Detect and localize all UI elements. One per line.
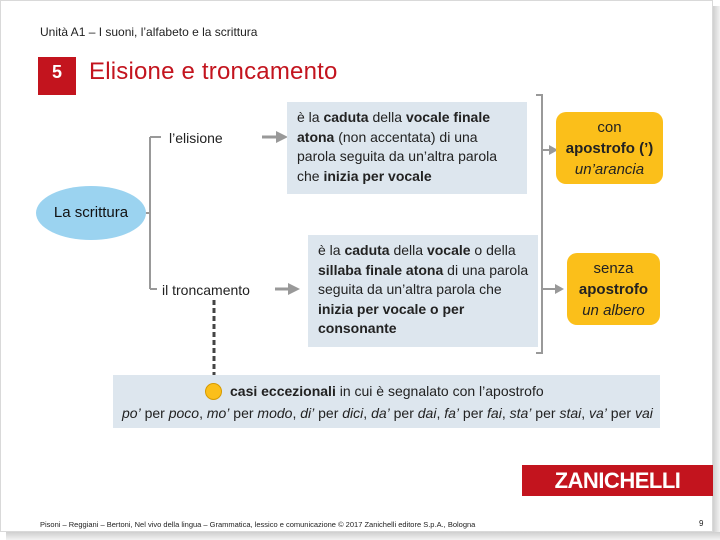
exception-full-word: vai bbox=[634, 405, 653, 421]
definition-text: di una parola seguita da un’altra parola che bbox=[318, 261, 529, 297]
example-line: apostrofo (’) bbox=[565, 140, 654, 157]
definition-bold-text: vocale bbox=[426, 242, 471, 258]
exception-word: po’ bbox=[122, 405, 141, 421]
exceptions-heading-rest: in cui è segnalato con l’apostrofo bbox=[335, 383, 544, 399]
exception-separator: , bbox=[199, 405, 207, 421]
exception-word: di’ bbox=[300, 405, 315, 421]
definition-text: o della bbox=[470, 242, 516, 258]
branch-label-troncamento bbox=[162, 282, 250, 298]
exception-separator: , bbox=[292, 405, 301, 421]
exceptions-examples bbox=[122, 405, 653, 421]
exception-connector-text: per bbox=[531, 405, 560, 421]
exception-connector-text: per bbox=[459, 405, 488, 421]
exception-separator: , bbox=[436, 405, 445, 421]
definition-text: è la bbox=[297, 109, 324, 125]
bullet-dot-icon bbox=[205, 383, 222, 400]
exception-full-word: dai bbox=[417, 405, 437, 421]
exception-word: mo’ bbox=[206, 405, 230, 421]
publisher-logo: ZANICHELLI bbox=[522, 465, 713, 496]
footer-credits: Pisoni – Reggiani – Bertoni, Nel vivo della lingua – Grammatica, lessico e comunicazione © 2017 Zanichelli editore S.p.A., Bologna bbox=[40, 520, 476, 529]
example-elisione bbox=[556, 112, 663, 184]
exception-word: fa’ bbox=[444, 405, 460, 421]
example-troncamento bbox=[567, 253, 660, 325]
definition-bold-text: caduta bbox=[323, 109, 369, 125]
exception-connector-text: per bbox=[140, 405, 169, 421]
arrow-troncamento bbox=[288, 283, 300, 295]
definition-bold-text: inizia per vocale o per consonante bbox=[318, 300, 465, 336]
exception-connector-text: per bbox=[606, 405, 635, 421]
definition-bold-text: vocale finale atona bbox=[297, 109, 490, 145]
exception-full-word: fai bbox=[487, 405, 502, 421]
page-title: Elisione e troncamento bbox=[89, 58, 338, 85]
definition-bold-text: sillaba finale atona bbox=[318, 261, 444, 278]
definition-text: è la bbox=[318, 242, 345, 258]
definition-text: della bbox=[368, 109, 406, 125]
example-line: con bbox=[597, 119, 622, 136]
branch-label-word: troncamento bbox=[172, 282, 250, 298]
definition-troncamento bbox=[308, 235, 538, 347]
definition-elisione bbox=[287, 102, 527, 194]
exception-separator: , bbox=[501, 405, 510, 421]
exception-full-word: stai bbox=[559, 405, 582, 421]
exception-connector-text: per bbox=[229, 405, 258, 421]
example-line: un’arancia bbox=[574, 161, 645, 178]
exception-separator: , bbox=[363, 405, 372, 421]
exception-connector-text: per bbox=[389, 405, 418, 421]
exception-separator: , bbox=[581, 405, 590, 421]
definition-bold-text: caduta bbox=[344, 242, 390, 258]
exception-full-word: poco bbox=[168, 405, 200, 421]
exception-word: da’ bbox=[371, 405, 390, 421]
exceptions-heading bbox=[230, 383, 544, 399]
section-number: 5 bbox=[38, 57, 76, 95]
exception-word: va’ bbox=[589, 405, 607, 421]
page-number: 9 bbox=[699, 519, 704, 528]
branch-label-prefix: il bbox=[162, 282, 173, 298]
example-line: un albero bbox=[582, 302, 645, 319]
example-line: senza bbox=[593, 260, 634, 277]
exception-word: sta’ bbox=[509, 405, 532, 421]
exception-full-word: dici bbox=[342, 405, 364, 421]
definition-text: (non accentata) di una parola seguita da un’altra parola che bbox=[297, 128, 498, 184]
branch-label-elisione: l’elisione bbox=[169, 130, 223, 146]
exception-connector-text: per bbox=[314, 405, 343, 421]
definition-bold-text: inizia per vocale bbox=[323, 167, 432, 184]
definition-text: della bbox=[389, 242, 427, 258]
example-line: apostrofo bbox=[578, 281, 649, 298]
exceptions-heading-bold: casi eccezionali bbox=[230, 383, 336, 399]
exception-full-word: modo bbox=[257, 405, 293, 421]
root-node: La scrittura bbox=[36, 186, 146, 240]
unit-header: Unità A1 – I suoni, l’alfabeto e la scrittura bbox=[40, 25, 258, 39]
